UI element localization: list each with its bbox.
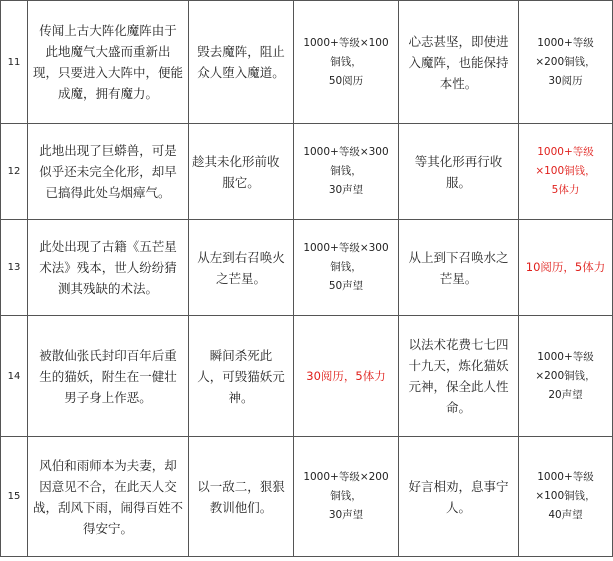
table-row — [1, 316, 613, 437]
story-line: 现，只要进入大阵中，便能 — [32, 65, 183, 80]
story-cell — [28, 437, 189, 557]
row-number: 12 — [1, 124, 28, 220]
reward-line: 50阅历 — [328, 74, 364, 87]
row-number: 15 — [1, 437, 28, 557]
story-cell — [28, 316, 189, 437]
choice-line: 神。 — [228, 389, 254, 405]
table-row — [1, 1, 613, 124]
choice-line: 从上到下召唤水之 — [408, 249, 509, 265]
choice-a-cell — [189, 220, 294, 316]
story-cell — [28, 124, 189, 220]
story-cell — [28, 220, 189, 316]
choice-line: 十九天，炼化猫妖 — [408, 358, 509, 373]
story-line: 似乎还未完全化形，却早 — [39, 164, 177, 179]
choice-a-cell — [189, 437, 294, 557]
reward-line: 1000+等级 — [537, 36, 594, 49]
reward-a-cell — [294, 437, 399, 557]
reward-a-cell — [294, 1, 399, 124]
choice-line: 毁去魔阵，阻止 — [197, 44, 285, 59]
reward-line: 1000+等级 — [537, 146, 594, 158]
reward-line: 1000+等级×100 — [303, 36, 389, 49]
choice-line: 命。 — [445, 400, 471, 415]
story-line: 成魔，拥有魔力。 — [57, 86, 158, 101]
reward-a-cell — [294, 316, 399, 437]
choice-b-cell — [399, 316, 519, 437]
choice-a-cell — [189, 124, 294, 220]
choice-line: 众人堕入魔道。 — [197, 65, 285, 80]
choice-line: 人，可毁猫妖元 — [197, 368, 285, 384]
reward-b-cell — [519, 124, 613, 220]
reward-line: 50声望 — [328, 280, 364, 292]
reward-line: 30声望 — [328, 184, 364, 196]
reward-line: 20声望 — [548, 388, 583, 401]
story-line: 此地魔气大盛而重新出 — [45, 44, 171, 59]
choice-b-cell — [399, 220, 519, 316]
reward-line: 铜钱， — [330, 490, 362, 502]
story-line: 已搞得此处乌烟瘴气。 — [45, 185, 171, 200]
reward-b-cell — [519, 437, 613, 557]
reward-line: 1000+等级 — [537, 471, 594, 483]
table-row — [1, 220, 613, 316]
choice-line: 教训他们。 — [209, 499, 273, 515]
row-number: 13 — [1, 220, 28, 316]
table-row — [1, 437, 613, 557]
table-row — [1, 124, 613, 220]
reward-line: 铜钱， — [330, 55, 362, 68]
reward-line: ×100铜钱， — [535, 165, 596, 177]
reward-line: 1000+等级×200 — [303, 471, 389, 483]
choice-a-cell — [189, 316, 294, 437]
choice-line: 以一敌二，狠狠 — [197, 478, 285, 494]
choice-a-cell — [189, 1, 294, 124]
reward-line: 1000+等级×300 — [303, 146, 389, 158]
reward-line: 40声望 — [548, 509, 583, 521]
story-line: 风伯和雨师本为夫妻，却 — [39, 457, 177, 473]
choice-line: 等其化形再行收 — [414, 153, 503, 169]
story-line: 传闻上古大阵化魔阵由于 — [39, 23, 177, 38]
reward-a-cell — [294, 220, 399, 316]
reward-b-cell — [519, 1, 613, 124]
story-line: 战，刮风下雨，闹得百姓不 — [32, 499, 183, 515]
choice-line: 心志甚坚，即使进 — [408, 33, 509, 49]
story-line: 测其残缺的术法。 — [57, 281, 158, 296]
choice-line: 服它。 — [222, 174, 260, 190]
reward-line: ×200铜钱， — [535, 55, 596, 68]
reward-line: ×100铜钱， — [535, 490, 596, 502]
reward-line: 30阅历 — [548, 74, 583, 87]
reward-line: ×200铜钱， — [535, 369, 596, 382]
row-number: 14 — [1, 316, 28, 437]
choice-line: 趁其未化形前收 — [192, 153, 280, 169]
story-line: 被散仙张氏封印百年后重 — [39, 347, 177, 363]
story-line: 男子身上作恶。 — [64, 389, 152, 405]
story-line: 生的猫妖，附生在一健壮 — [39, 368, 177, 384]
row-number: 11 — [1, 1, 28, 124]
story-line: 此地出现了巨蟒兽，可是 — [39, 143, 177, 158]
choice-b-cell — [399, 1, 519, 124]
choice-line: 服。 — [445, 174, 471, 190]
choice-line: 之芒星。 — [215, 270, 266, 286]
choice-b-cell — [399, 124, 519, 220]
choice-line: 瞬间杀死此 — [209, 347, 273, 363]
choice-line: 元神，保全此人性 — [408, 379, 509, 394]
choice-b-cell — [399, 437, 519, 557]
reward-line: 5体力 — [551, 184, 580, 196]
reward-line: 30阅历，5体力 — [306, 368, 386, 383]
reward-b-cell — [519, 220, 613, 316]
reward-line: 铜钱， — [330, 165, 362, 177]
reward-line: 1000+等级 — [537, 350, 594, 363]
story-cell — [28, 1, 189, 124]
reward-line: 铜钱， — [330, 261, 362, 273]
reward-a-cell — [294, 124, 399, 220]
choice-line: 人。 — [445, 499, 471, 515]
choice-line: 本性。 — [439, 75, 478, 91]
reward-b-cell — [519, 316, 613, 437]
choice-line: 入魔阵，也能保持 — [408, 54, 509, 70]
story-line: 因意见不合，在此天人交 — [39, 478, 177, 494]
reward-line: 10阅历，5体力 — [525, 260, 606, 274]
choice-line: 以法术花费七七四 — [408, 337, 509, 352]
story-line: 此处出现了古籍《五芒星 — [39, 239, 177, 254]
story-line: 术法》残本，世人纷纷猜 — [39, 260, 177, 275]
choice-line: 从左到右召唤火 — [197, 249, 285, 265]
story-line: 得安宁。 — [82, 520, 133, 536]
choice-line: 好言相劝，息事宁 — [408, 478, 509, 494]
choice-line: 芒星。 — [439, 270, 478, 286]
reward-line: 1000+等级×300 — [303, 242, 389, 254]
reward-line: 30声望 — [328, 509, 364, 521]
